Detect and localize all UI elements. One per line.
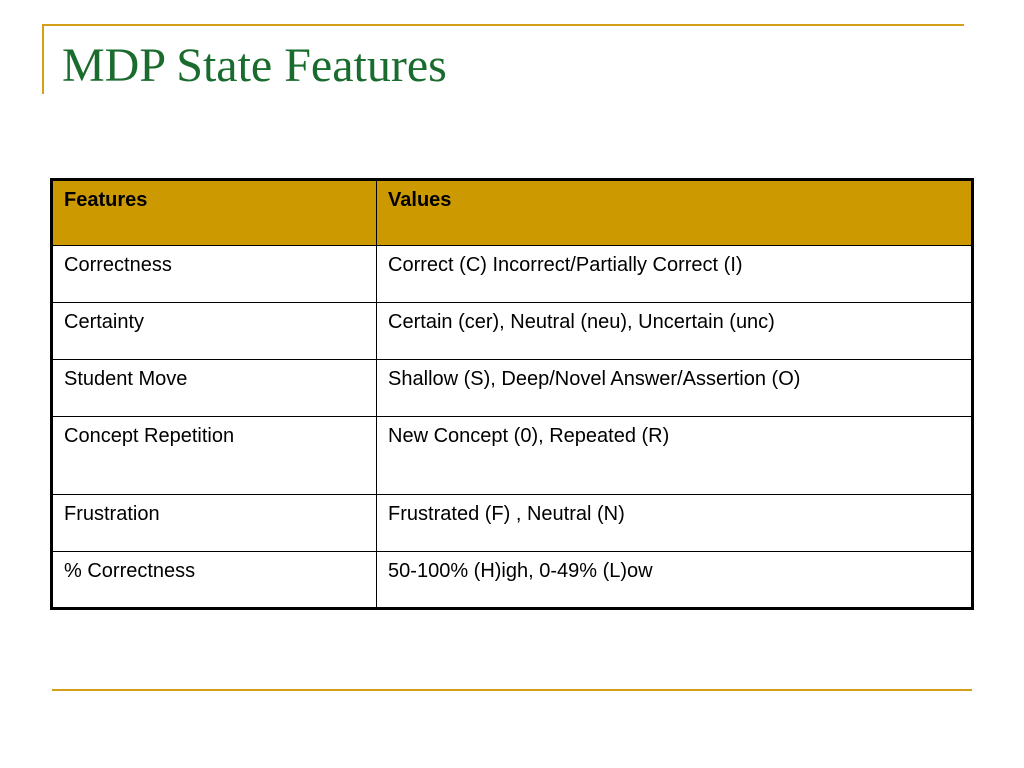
table-row [52, 417, 973, 495]
value-cell: Frustrated (F) , Neutral (N) [377, 495, 973, 552]
value-cell: New Concept (0), Repeated (R) [377, 417, 973, 495]
bottom-accent-rule [52, 689, 972, 691]
table-header-row [52, 180, 973, 246]
feature-cell: Frustration [52, 495, 377, 552]
table-row [52, 246, 973, 303]
table-row [52, 495, 973, 552]
left-accent-rule [42, 24, 44, 94]
value-cell: Certain (cer), Neutral (neu), Uncertain (unc) [377, 303, 973, 360]
table-row [52, 360, 973, 417]
table-row [52, 303, 973, 360]
top-accent-rule [42, 24, 964, 26]
value-cell: 50-100% (H)igh, 0-49% (L)ow [377, 552, 973, 609]
table-row [52, 552, 973, 609]
feature-cell: Correctness [52, 246, 377, 303]
state-features-table [50, 178, 974, 610]
header-features: Features [52, 180, 377, 246]
feature-cell: % Correctness [52, 552, 377, 609]
slide-title: MDP State Features [62, 39, 447, 92]
value-cell: Shallow (S), Deep/Novel Answer/Assertion (O) [377, 360, 973, 417]
feature-cell: Concept Repetition [52, 417, 377, 495]
value-cell: Correct (C) Incorrect/Partially Correct (I) [377, 246, 973, 303]
feature-cell: Certainty [52, 303, 377, 360]
header-values: Values [377, 180, 973, 246]
feature-cell: Student Move [52, 360, 377, 417]
